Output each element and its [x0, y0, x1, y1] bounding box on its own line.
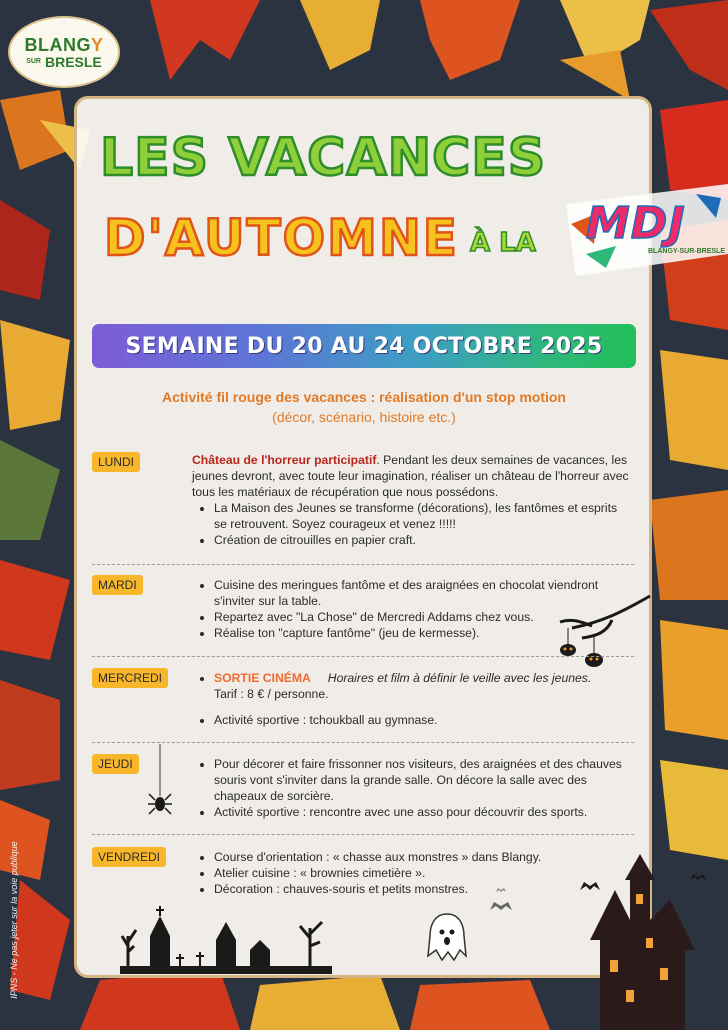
mercredi-list-cinema: [192, 670, 632, 686]
list-item: [214, 670, 632, 686]
title-line-1: LES VACANCES: [100, 128, 547, 188]
lundi-intro: [192, 452, 632, 500]
jeudi-content: [192, 756, 632, 820]
logo-text-y: Y: [90, 34, 104, 55]
day-badge-mercredi: MERCREDI: [92, 668, 168, 688]
separator: [92, 834, 634, 835]
ipns-text: IPNS - Ne pas jeter sur la voie publique: [9, 841, 19, 999]
cinema-label: SORTIE CINÉMA: [214, 671, 311, 685]
day-badge-vendredi: VENDREDI: [92, 847, 166, 867]
jeudi-list: [192, 756, 632, 820]
cinema-tarif: Tarif : 8 € / personne.: [214, 687, 329, 701]
list-item: • Réalise ton "capture fantôme" (jeu de kermesse).: [214, 625, 632, 641]
mercredi-list: [192, 712, 632, 728]
lundi-list: [192, 500, 632, 548]
day-badge-lundi: LUNDI: [92, 452, 140, 472]
title-line-2: D'AUTOMNE: [104, 209, 459, 267]
bat-icons: [488, 888, 514, 918]
list-item: • Atelier cuisine : « brownies cimetière ».: [214, 865, 632, 881]
fil-rouge-line-1: Activité fil rouge des vacances : réalisation d'un stop motion: [162, 389, 566, 405]
fil-rouge: [92, 387, 636, 427]
separator: [92, 656, 634, 657]
fil-rouge-line-2: (décor, scénario, histoire etc.): [272, 409, 456, 425]
branch-pumpkins-illustration: [552, 592, 652, 672]
graveyard-silhouette: [120, 906, 332, 976]
lundi-content: [192, 452, 632, 548]
mdj-logo-text: MDJ: [586, 198, 686, 249]
list-item: • Activité sportive : rencontre avec une asso pour découvrir des sports.: [214, 804, 632, 820]
lundi-intro-text: . Pendant les deux semaines de vacances, les jeunes devront, avec toute leur imagination, réaliser un château de l'horreur avec tous les matériaux de récupération que nous possédons.: [192, 453, 629, 499]
list-item: • Création de citrouilles en papier craft.: [214, 532, 632, 548]
list-item: • Cuisine des meringues fantôme et des araignées en chocolat viendront s'inviter sur la table.: [214, 577, 632, 609]
logo-text-bresle: BRESLE: [44, 53, 102, 70]
ipns-notice: [4, 830, 24, 1010]
list-item: • Décoration : chauves-souris et petits monstres.: [214, 881, 632, 897]
list-item: • La Maison des Jeunes se transforme (décorations), les fantômes et esprits se retrouvent. Soyez courageux et venez !!!!!: [214, 500, 632, 532]
list-item: • Pour décorer et faire frissonner nos visiteurs, des araignées et des chauves souris vont s'inviter dans la grande salle. On décore la salle avec des chapeaux de sorcière.: [214, 756, 632, 804]
title-a-la: À LA: [470, 228, 536, 258]
mdj-logo-subtext: BLANGY-SUR-BRESLE: [648, 248, 726, 255]
mdj-logo: [556, 184, 728, 276]
week-banner-text: SEMAINE DU 20 AU 24 OCTOBRE 2025: [125, 333, 603, 359]
haunted-house-illustration: [560, 850, 728, 1030]
list-item: • Repartez avec "La Chose" de Mercredi Addams chez vous.: [214, 609, 632, 625]
list-item: • Activité sportive : tchoukball au gymnase.: [214, 712, 632, 728]
spider-icon: [148, 744, 172, 820]
day-badge-mardi: MARDI: [92, 575, 143, 595]
mercredi-content: [192, 670, 632, 728]
logo-text-blang: BLANG: [24, 34, 91, 55]
list-item: • Course d'orientation : « chasse aux monstres » dans Blangy.: [214, 849, 632, 865]
ghost-icon: [424, 912, 470, 964]
separator: [92, 564, 634, 565]
lundi-intro-title: Château de l'horreur participatif: [192, 453, 377, 467]
cinema-horaires: Horaires et film à définir le veille avec les jeunes.: [327, 671, 592, 685]
day-badge-jeudi: JEUDI: [92, 754, 139, 774]
week-banner: [92, 324, 636, 368]
separator: [92, 742, 634, 743]
blangy-logo: [8, 16, 120, 88]
logo-text-sur: SUR: [26, 58, 41, 65]
